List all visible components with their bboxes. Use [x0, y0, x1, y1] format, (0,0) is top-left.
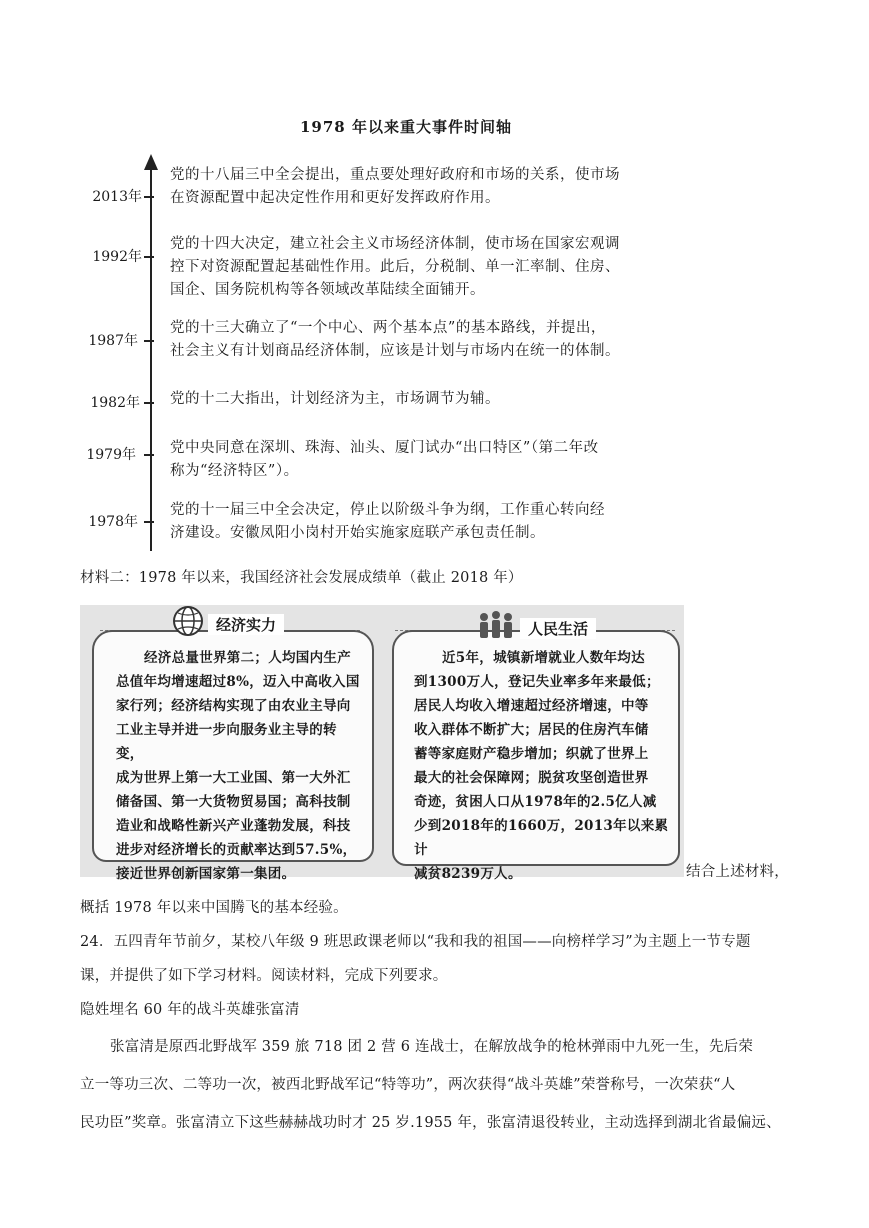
- timeline-event: 党的十四大决定，建立社会主义市场经济体制，使市场在国家宏观调 控下对资源配置起基础性作用。此后，分税制、单一汇率制、住房、 国企、国务院机构等各领域改革陆续全面铺开。: [170, 236, 620, 298]
- timeline-event: 党中央同意在深圳、珠海、汕头、厦门试办“出口特区”（第二年改 称为“经济特区”）。: [170, 440, 599, 479]
- timeline-axis: [150, 168, 152, 551]
- timeline-event: 党的十八届三中全会提出，重点要处理好政府和市场的关系，使市场 在资源配置中起决定性作用和更好发挥政府作用。: [170, 167, 620, 206]
- timeline-title: 1978 年以来重大事件时间轴: [300, 118, 512, 136]
- timeline-tick: [144, 454, 154, 456]
- timeline-event: 党的十二大指出，计划经济为主，市场调节为辅。: [170, 391, 500, 407]
- people-icon: [476, 610, 516, 640]
- globe-icon: [170, 604, 206, 638]
- timeline-year: 1978年: [88, 514, 138, 530]
- question-24-line: 课，并提供了如下学习材料。阅读材料，完成下列要求。: [80, 968, 448, 984]
- timeline-year: 1987年: [88, 333, 138, 349]
- paragraph-line: 立一等功三次、二等功一次，被西北野战军记“特等功”，两次获得“战斗英雄”荣誉称号，一次荣获“人: [80, 1077, 736, 1093]
- timeline-tick: [144, 196, 154, 198]
- timeline-year: 1992年: [92, 249, 142, 265]
- panel-economy-title: 经济实力: [208, 614, 284, 635]
- timeline-event: 党的十三大确立了“一个中心、两个基本点”的基本路线，并提出， 社会主义有计划商品经济体制，应该是计划与市场内在统一的体制。: [170, 320, 620, 359]
- timeline-year: 1982年: [90, 395, 140, 411]
- question-text: 结合上述材料，: [686, 864, 789, 880]
- paragraph-line: 张富清是原西北野战军 359 旅 718 团 2 营 6 连战士，在解放战争的枪林弹雨中九死一生，先后荣: [110, 1039, 754, 1055]
- timeline-tick: [144, 256, 154, 258]
- material-heading: 材料二：1978 年以来，我国经济社会发展成绩单（截止 2018 年）: [80, 570, 523, 586]
- timeline-tick: [144, 340, 154, 342]
- paragraph-line: 民功臣”奖章。张富清立下这些赫赫战功时才 25 岁.1955 年，张富清退役转业，主动选择到湖北省最偏远、: [80, 1115, 781, 1131]
- question-text: 概括 1978 年以来中国腾飞的基本经验。: [80, 900, 348, 916]
- timeline-event: 党的十一届三中全会决定，停止以阶级斗争为纲，工作重心转向经 济建设。安徽凤阳小岗村开始实施家庭联产承包责任制。: [170, 502, 605, 541]
- timeline-year: 2013年: [92, 189, 142, 205]
- panel-economy: 经济总量世界第二；人均国内生产 总值年均增速超过8%，迈入中高收入国 家行列；经济结构实现了由农业主导向 工业主导并进一步向服务业主导的转变， 成为世界上第一大工业国、第一大外汇 储备国、第一大货物贸易国；高科技制 造业和战略性新兴产业蓬勃发展，科技 进步对经济增长的贡献率达到57.5%， 接近世界创新国家第一集团。: [92, 630, 374, 862]
- question-24-line: 24．五四青年节前夕，某校八年级 9 班思政课老师以“我和我的祖国——向榜样学习”为主题上一节专题: [80, 934, 751, 950]
- timeline-year: 1979年: [86, 447, 136, 463]
- timeline-tick: [144, 521, 154, 523]
- timeline-tick: [144, 402, 154, 404]
- panel-livelihood-title: 人民生活: [520, 618, 596, 639]
- panel-livelihood: 近5年，城镇新增就业人数年均达 到1300万人，登记失业率多年来最低； 居民人均收入增速超过经济增速，中等 收入群体不断扩大；居民的住房汽车储 蓄等家庭财产稳步增加；织就了世界上 最大的社会保障网；脱贫攻坚创造世界 奇迹，贫困人口从1978年的2.5亿人减 少到2018年的1660万，2013年以来累计 减贫8239万人。: [392, 630, 680, 866]
- material-subtitle: 隐姓埋名 60 年的战斗英雄张富清: [80, 1002, 300, 1018]
